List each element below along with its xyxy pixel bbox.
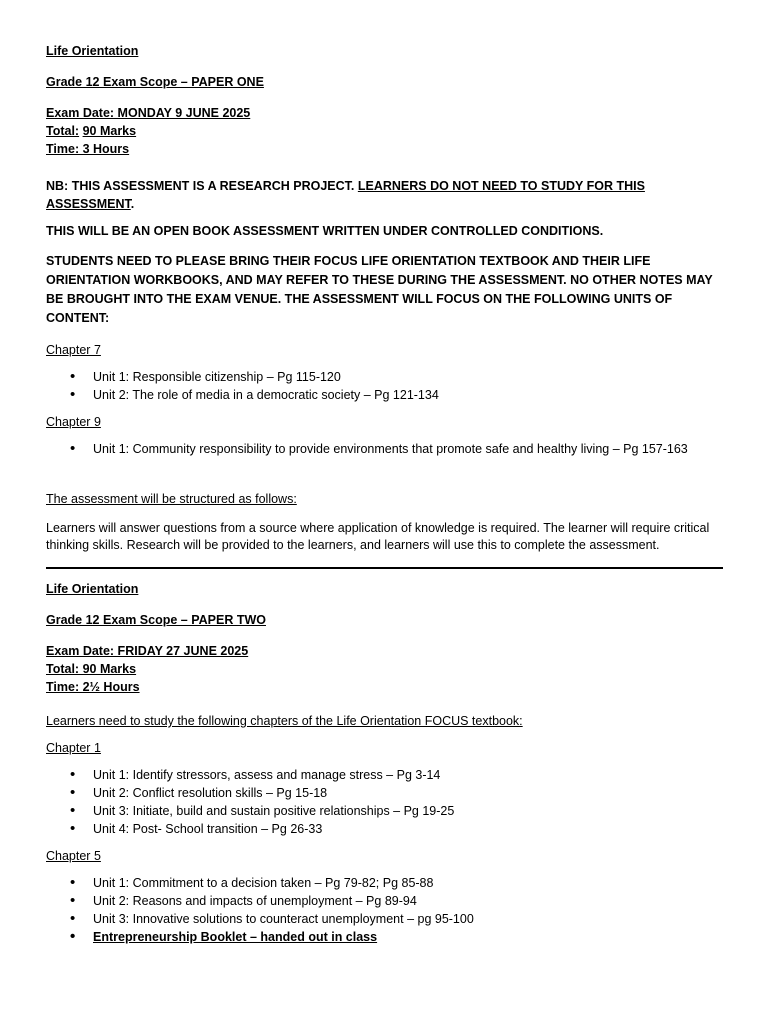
structure-text: Learners will answer questions from a source where application of knowledge is required. The learner will require critical thinking skills. Research will be provided to the learners, and learners will use this to complete the assessment. xyxy=(46,521,710,552)
chapter-5-units xyxy=(46,874,726,946)
list-item: • Unit 2: Reasons and impacts of unemployment – Pg 89-94 xyxy=(93,892,726,910)
list-item: • Unit 1: Responsible citizenship – Pg 115-120 xyxy=(93,368,726,386)
exam-date: Exam Date: FRIDAY 27 JUNE 2025 xyxy=(46,644,249,658)
chapter-9-units xyxy=(46,440,726,458)
nb-notice xyxy=(46,177,726,213)
chapter-9-title: Chapter 9 xyxy=(46,415,101,429)
subject-title: Life Orientation xyxy=(46,44,139,58)
structure-heading: The assessment will be structured as follows: xyxy=(46,492,297,506)
exam-time: Time: 3 Hours xyxy=(46,142,130,156)
subject-title: Life Orientation xyxy=(46,582,139,596)
chapter-1-title: Chapter 1 xyxy=(46,741,101,755)
list-item: • Unit 3: Innovative solutions to counteract unemployment – pg 95-100 xyxy=(93,910,726,928)
scope-title: Grade 12 Exam Scope – PAPER ONE xyxy=(46,75,264,89)
nb-suffix: . xyxy=(130,197,135,211)
exam-date: Exam Date: MONDAY 9 JUNE 2025 xyxy=(46,106,251,120)
scope-title: Grade 12 Exam Scope – PAPER TWO xyxy=(46,613,266,627)
entrepreneurship-booklet-item: • Entrepreneurship Booklet – handed out in class xyxy=(93,928,726,946)
list-item: • Unit 2: The role of media in a democratic society – Pg 121-134 xyxy=(93,386,726,404)
nb-prefix: NB: THIS ASSESSMENT IS A RESEARCH PROJECT. xyxy=(46,179,358,193)
open-book-notice: THIS WILL BE AN OPEN BOOK ASSESSMENT WRITTEN UNDER CONTROLLED CONDITIONS. xyxy=(46,224,604,238)
chapter-1-units xyxy=(46,766,726,838)
exam-total: Total: 90 Marks xyxy=(46,662,137,676)
paper-one-section xyxy=(46,42,726,554)
bring-materials-notice: STUDENTS NEED TO PLEASE BRING THEIR FOCUS LIFE ORIENTATION TEXTBOOK AND THEIR LIFE ORIENTATION WORKBOOKS, AND MAY REFER TO THESE DURING THE ASSESSMENT. NO OTHER NOTES MAY BE BROUGHT INTO THE EXAM VENUE. THE ASSESSMENT WILL FOCUS ON THE FOLLOWING UNITS OF CONTENT: xyxy=(46,254,713,325)
nb-underlined: LEARNERS DO NOT NEED TO STUDY FOR THIS ASSESSMENT xyxy=(46,179,645,211)
chapter-5-title: Chapter 5 xyxy=(46,849,101,863)
list-item: • Unit 1: Commitment to a decision taken – Pg 79-82; Pg 85-88 xyxy=(93,874,726,892)
exam-total xyxy=(46,122,726,140)
list-item: • Unit 3: Initiate, build and sustain positive relationships – Pg 19-25 xyxy=(93,802,726,820)
list-item: • Unit 1: Identify stressors, assess and manage stress – Pg 3-14 xyxy=(93,766,726,784)
section-divider xyxy=(46,567,723,569)
study-intro: Learners need to study the following chapters of the Life Orientation FOCUS textbook: xyxy=(46,714,523,728)
list-item: • Unit 1: Community responsibility to provide environments that promote safe and healthy living – Pg 157-163 xyxy=(93,440,726,458)
chapter-7-title: Chapter 7 xyxy=(46,343,101,357)
exam-time: Time: 2½ Hours xyxy=(46,680,140,694)
total-label: Total: xyxy=(46,124,80,138)
paper-two-section xyxy=(46,580,726,946)
chapter-7-units xyxy=(46,368,726,404)
list-item: • Unit 2: Conflict resolution skills – Pg 15-18 xyxy=(93,784,726,802)
total-value: 90 Marks xyxy=(82,124,137,138)
list-item: • Unit 4: Post- School transition – Pg 26-33 xyxy=(93,820,726,838)
